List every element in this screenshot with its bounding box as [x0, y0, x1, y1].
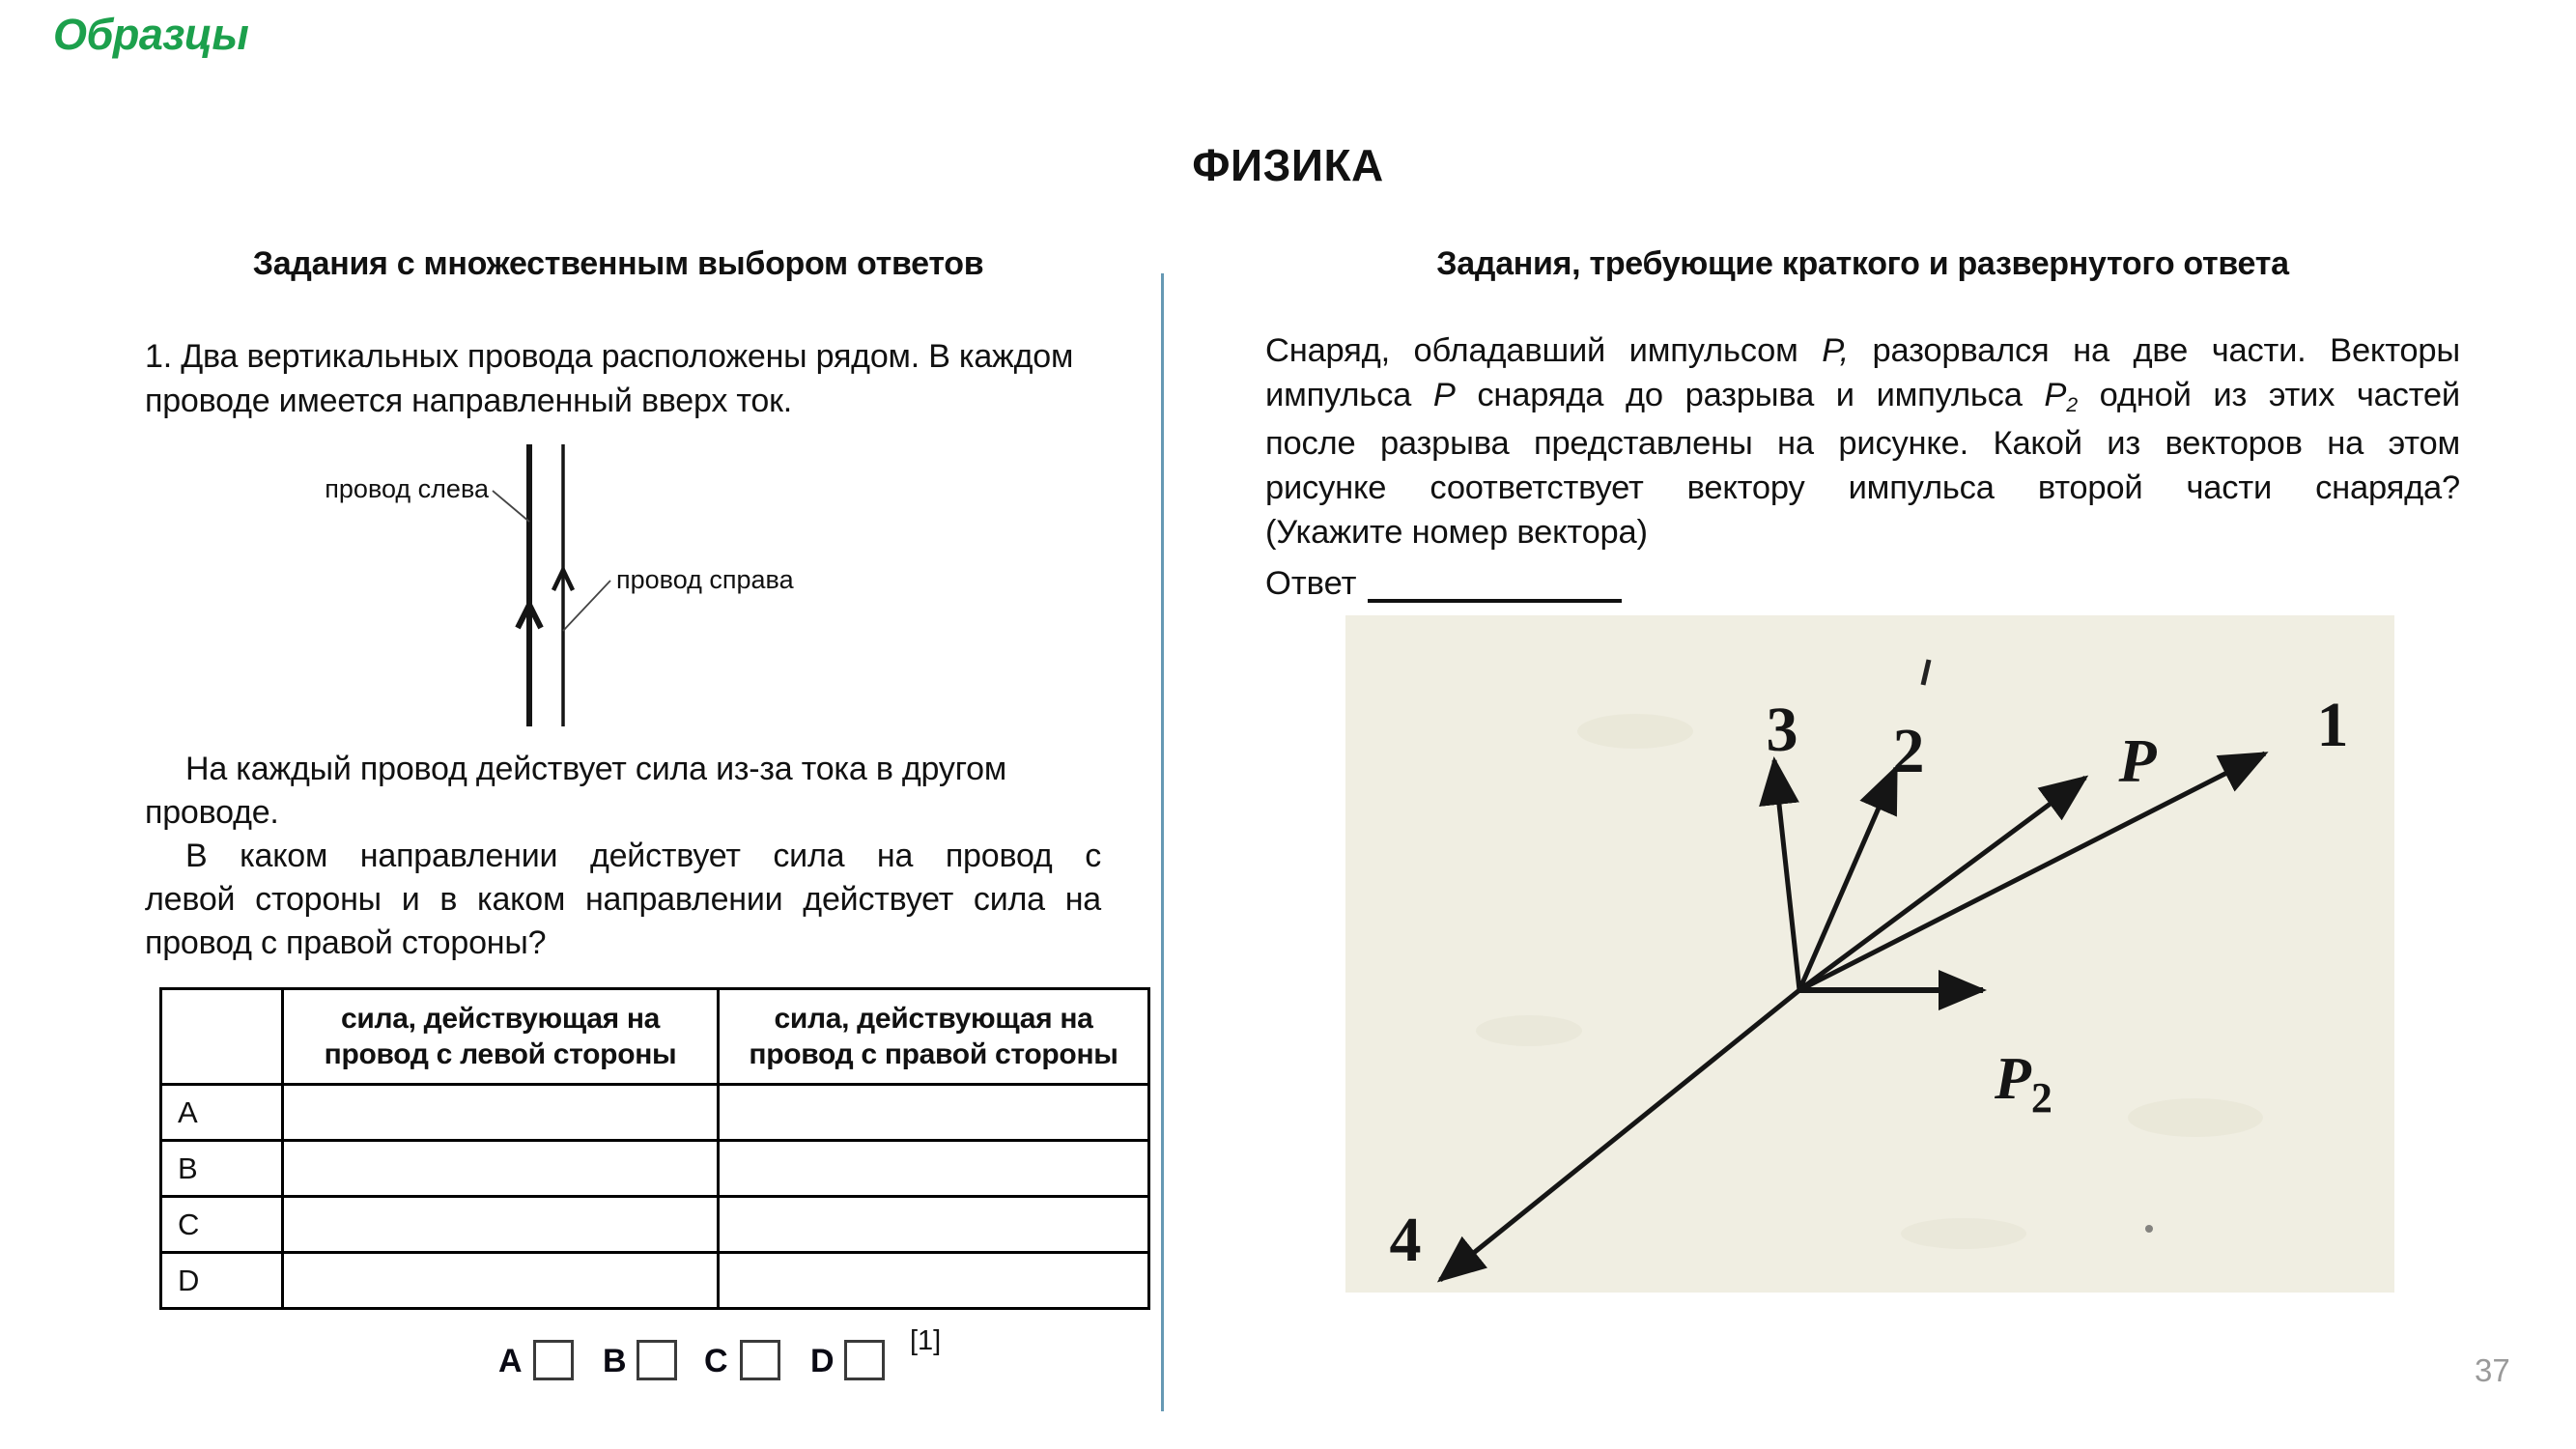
answer-cell[interactable]	[283, 1197, 719, 1253]
para-line: после разрыва представлены на рисунке. Какой из векторов на этом	[1265, 425, 2460, 462]
table-row	[161, 1253, 1149, 1309]
answer-cell[interactable]	[719, 1253, 1149, 1309]
row-label: D	[161, 1253, 283, 1309]
wires-diagram	[319, 433, 860, 740]
row-label: B	[161, 1141, 283, 1197]
answer-cell[interactable]	[283, 1253, 719, 1309]
page-tag: Образцы	[53, 10, 249, 59]
intro-line: проводе имеется направленный вверх ток.	[145, 383, 792, 419]
option-checkbox-d[interactable]	[844, 1340, 885, 1380]
left-wire-label: провод слева	[325, 474, 489, 503]
right-column-heading: Задания, требующие краткого и развернутого ответа	[1436, 245, 2289, 282]
right-wire-label: провод справа	[616, 565, 794, 594]
answer-blank[interactable]	[1368, 564, 1622, 603]
vector-p-label: P	[2118, 726, 2157, 795]
answer-cell[interactable]	[719, 1085, 1149, 1141]
vector-2-label: 2	[1892, 716, 1925, 786]
vector-4-label: 4	[1389, 1205, 1422, 1275]
option-letter-d: D	[810, 1343, 835, 1379]
row-label: A	[161, 1085, 283, 1141]
left-column-heading: Задания с множественным выбором ответов	[252, 245, 984, 282]
row-label: C	[161, 1197, 283, 1253]
option-checkbox-b[interactable]	[637, 1340, 677, 1380]
leader-line-left	[493, 491, 529, 522]
points-mark: [1]	[910, 1325, 942, 1356]
answer-cell[interactable]	[719, 1141, 1149, 1197]
answer-label: Ответ	[1265, 565, 1357, 602]
para-line: Снаряд, обладавший импульсом P, разорвался на две части. Векторы	[1265, 332, 2460, 369]
scan-speck	[2145, 1225, 2153, 1233]
para-line: провод с правой стороны?	[145, 924, 547, 961]
para-line: импульса P снаряда до разрыва и импульса P2 одной из этих частей	[1265, 377, 2460, 416]
table-header-empty	[161, 989, 283, 1085]
table-header-right-force: сила, действующая на провод с правой стороны	[719, 989, 1149, 1085]
answer-table	[159, 987, 1150, 1310]
column-divider	[1161, 273, 1164, 1411]
question-intro	[145, 334, 1101, 423]
answer-cell[interactable]	[283, 1085, 719, 1141]
option-letter-c: C	[704, 1343, 728, 1379]
option-checkbox-c[interactable]	[740, 1340, 780, 1380]
answer-cell[interactable]	[283, 1141, 719, 1197]
table-row	[161, 1141, 1149, 1197]
answer-line	[1265, 564, 1622, 603]
table-row	[161, 1197, 1149, 1253]
projectile-paragraph	[1265, 328, 2460, 554]
table-row	[161, 1085, 1149, 1141]
question-paragraph	[145, 748, 1101, 965]
intro-line: 1. Два вертикальных провода расположены рядом. В каждом	[145, 338, 1074, 375]
table-header-left-force: сила, действующая на провод с левой стороны	[283, 989, 719, 1085]
option-letter-a: A	[498, 1343, 523, 1379]
para-line: левой стороны и в каком направлении действует сила на	[145, 881, 1101, 918]
para-line: рисунке соответствует вектору импульса второй части снаряда?	[1265, 469, 2460, 506]
para-line: (Укажите номер вектора)	[1265, 514, 1648, 551]
option-letter-b: B	[603, 1343, 627, 1379]
answer-cell[interactable]	[719, 1197, 1149, 1253]
page-number: 37	[2475, 1352, 2510, 1388]
para-line: проводе.	[145, 794, 279, 831]
para-line: На каждый провод действует сила из-за тока в другом	[185, 751, 1007, 787]
vector-p2-label: $P_2$	[1995, 1046, 2052, 1122]
vector-1-label: 1	[2316, 690, 2349, 760]
vector-3-label: 3	[1766, 695, 1798, 765]
page-title: ФИЗИКА	[1192, 140, 1384, 190]
option-checkbox-a[interactable]	[533, 1340, 574, 1380]
para-line: В каком направлении действует сила на провод с	[185, 838, 1101, 874]
vectors-figure	[1345, 615, 2394, 1293]
